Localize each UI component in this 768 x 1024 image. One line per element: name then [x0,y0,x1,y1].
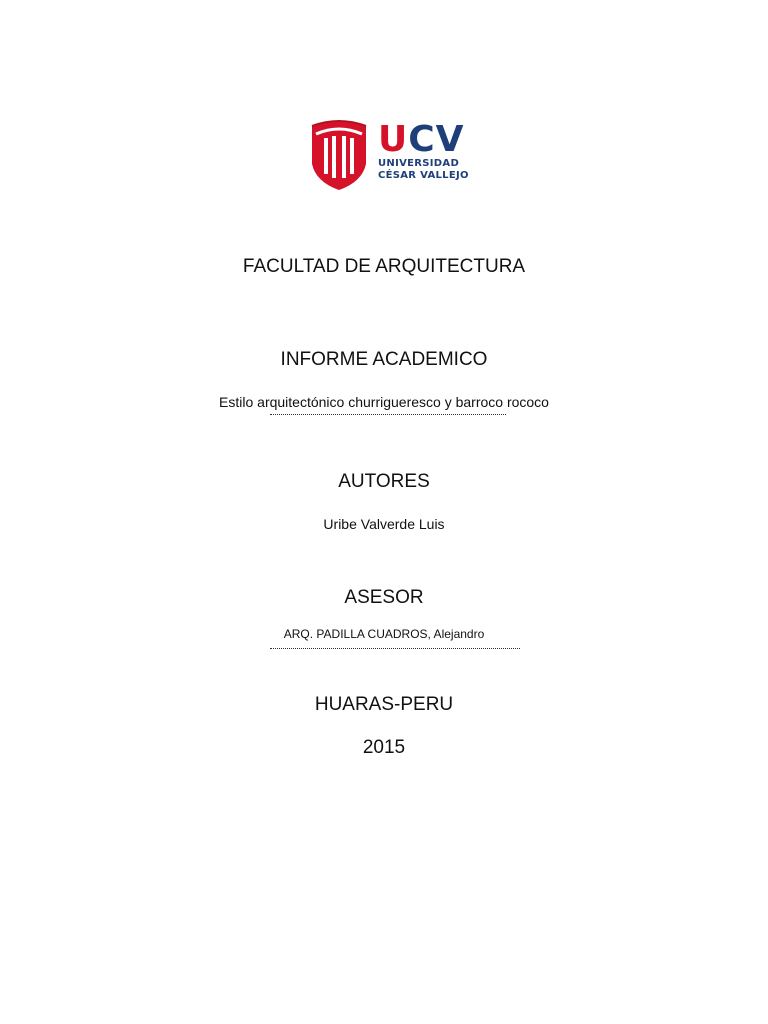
logo-line-2: CÉSAR VALLEJO [378,170,469,181]
university-logo [306,104,482,200]
year: 2015 [362,737,406,758]
ucv-shield-icon [310,112,368,192]
advisor-heading: ASESOR [344,587,424,608]
authors-heading: AUTORES [338,471,430,492]
faculty-heading: FACULTAD DE ARQUITECTURA [242,256,526,277]
advisor-underline [270,648,520,649]
logo-brand: UCV [378,119,465,160]
subject-underline [270,414,506,415]
logo-wordmark [378,119,469,182]
advisor-name: ARQ. PADILLA CUADROS, Alejandro [283,627,485,641]
place: HUARAS-PERU [314,694,454,715]
subject-title: Estilo arquitectónico churrigueresco y barroco rococo [219,394,549,410]
logo-line-1: UNIVERSIDAD [378,158,460,169]
author-name: Uribe Valverde Luis [323,516,445,532]
report-type-heading: INFORME ACADEMICO [280,349,488,370]
